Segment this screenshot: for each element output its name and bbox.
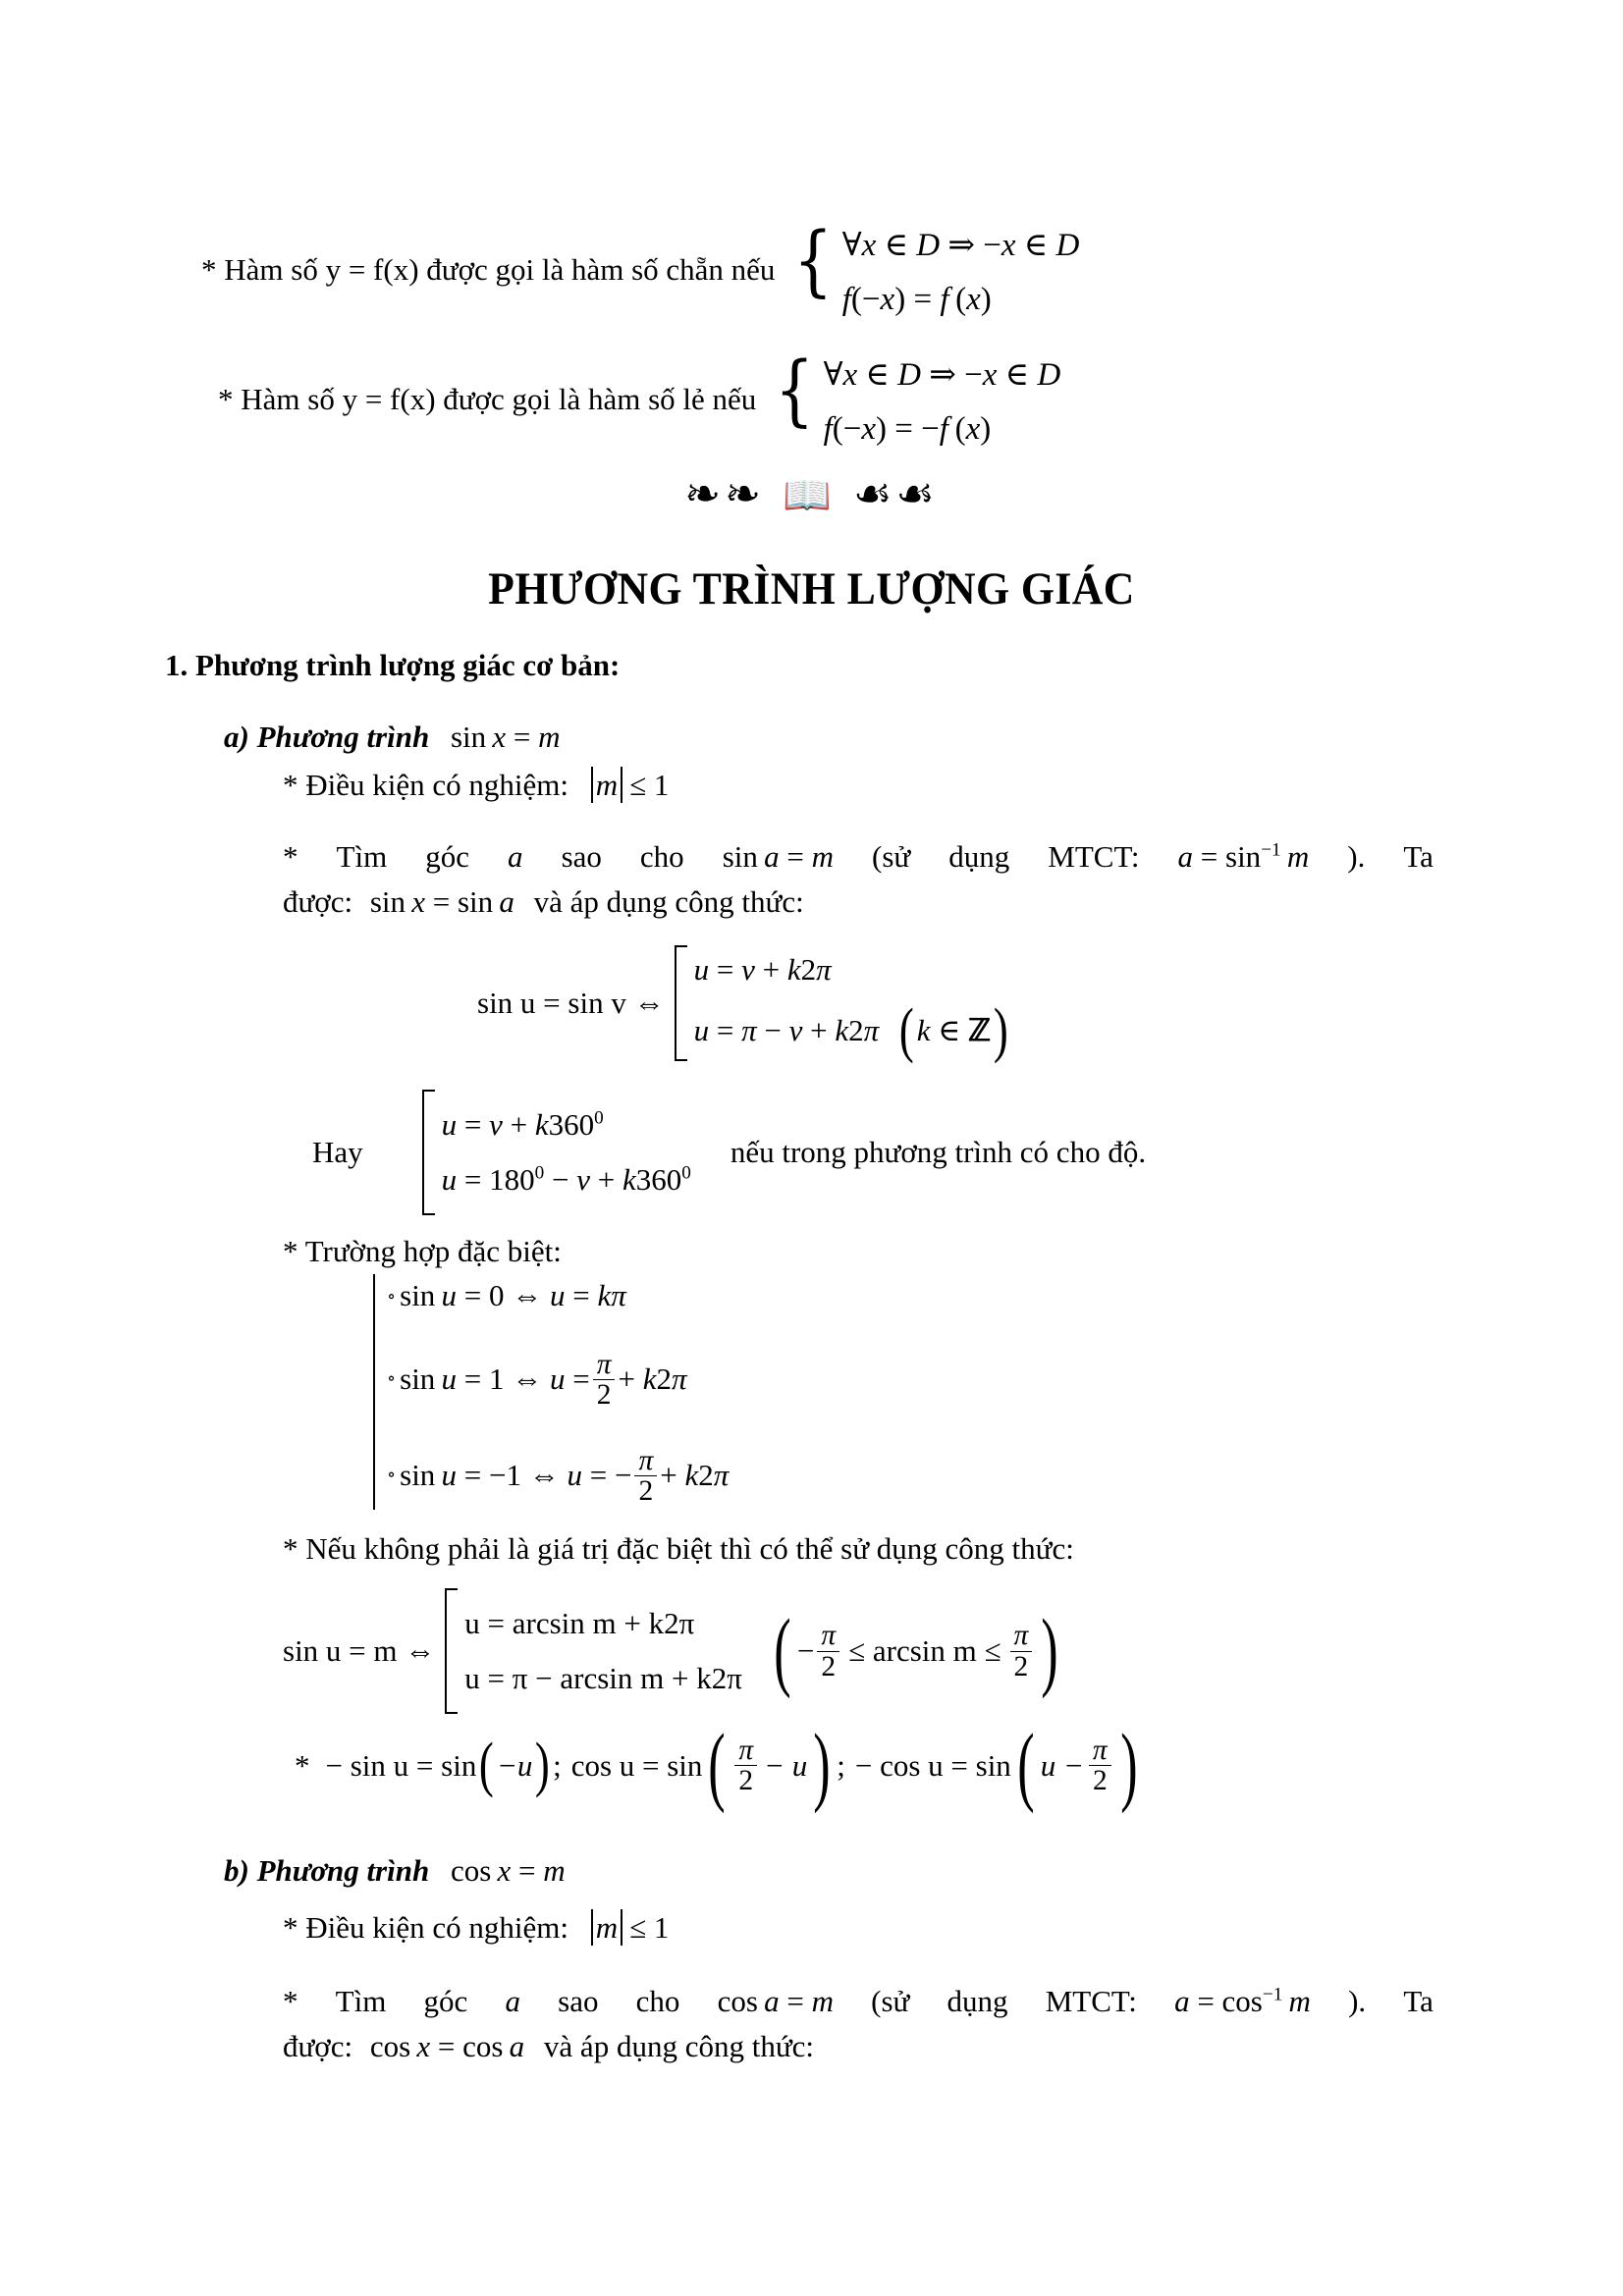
- eq-sinx-sina: sin x = sin a: [369, 884, 514, 919]
- eq-a-arccos: $a = \cos^{-1} m$: [1174, 1984, 1311, 2018]
- degree-case-2: $u = 180^0 - v + k360^0$: [441, 1162, 691, 1197]
- part-a-heading: [224, 720, 561, 755]
- bullet-star: *: [283, 1984, 298, 2018]
- arcsin-range: [768, 1588, 1064, 1714]
- fraction-pi-over-2-left: $\frac{\pi}{2}$: [817, 1621, 839, 1681]
- identity-3-lead: u −: [1040, 1747, 1084, 1783]
- paren-right-icon: ): [813, 1716, 831, 1814]
- w-ap-dung: và áp dụng công thức:: [533, 884, 804, 919]
- w-ta: Ta: [1403, 1984, 1434, 2018]
- w-goc: góc: [425, 839, 469, 874]
- part-b-find-angle-line-2: [283, 2029, 1434, 2064]
- w-dung: dụng: [948, 839, 1010, 874]
- odd-function-system: [770, 345, 1061, 448]
- abs-bar-left-icon: [591, 1909, 593, 1946]
- bullet-star: *: [295, 1747, 310, 1783]
- odd-cond-2: f(−x) = −f (x): [823, 410, 992, 447]
- even-function-system: [788, 215, 1080, 318]
- case-bracket-icon: [675, 945, 687, 1061]
- w-dung: dụng: [947, 1984, 1008, 2018]
- identity-1-arg: −u: [496, 1747, 533, 1783]
- w-su: (sử: [871, 1984, 910, 2018]
- part-a-equation: sin x = m: [450, 720, 561, 754]
- even-cond-1: ∀x ∈ D ⇒ −x ∈ D: [841, 227, 1080, 263]
- case-bracket-icon: [422, 1090, 435, 1215]
- sin-case-2: u = π − v + k2π ( k ∈ ℤ ): [694, 997, 1011, 1054]
- degree-case-1: $u = v + k360^0$: [441, 1107, 604, 1142]
- abs-bar-left-icon: [591, 767, 593, 803]
- var-a: a: [508, 839, 523, 874]
- k-condition: [896, 996, 1011, 1064]
- bullet-star: *: [283, 839, 298, 874]
- w-duoc: được:: [283, 2029, 353, 2063]
- identity-3-lhs: − cos u = sin: [854, 1747, 1011, 1783]
- w-close-paren: ).: [1348, 1984, 1367, 2018]
- degree-formula: [312, 1090, 1146, 1215]
- identity-2-tail: − u: [764, 1747, 808, 1783]
- w-ap-dung: và áp dụng công thức:: [543, 2029, 814, 2063]
- w-close-paren: ).: [1347, 839, 1366, 874]
- w-cho: cho: [639, 839, 684, 874]
- sin-formula-lhs: sin u = sin v ⇔: [477, 986, 665, 1020]
- part-a-abs-rel: ≤ 1: [629, 768, 670, 803]
- section-1-heading: 1. Phương trình lượng giác cơ bản:: [165, 648, 621, 682]
- w-sao: sao: [558, 1984, 599, 2018]
- paren-right-icon: ): [1119, 1716, 1138, 1814]
- odd-cond-1: ∀x ∈ D ⇒ −x ∈ D: [823, 356, 1061, 393]
- degree-formula-tail: nếu trong phương trình có cho độ.: [730, 1135, 1147, 1169]
- range-middle: ≤ arcsin m ≤: [848, 1633, 1001, 1668]
- sin-u-sin-v-formula: [477, 945, 1011, 1064]
- part-b-find-angle-line-1: [283, 1984, 1434, 2019]
- fraction-pi-over-2: $\frac{\pi}{2}$: [593, 1350, 616, 1410]
- ornament-left-flourish-icon: ❧❧: [684, 469, 766, 519]
- w-tim: Tìm: [336, 839, 388, 874]
- even-function-definition: [201, 215, 1080, 318]
- sin-cos-identities: [295, 1716, 1144, 1814]
- eq-cos-a-m: cos a = m: [717, 1984, 834, 2018]
- identity-sep-1: ;: [553, 1747, 562, 1783]
- part-a-abs-m: m: [595, 768, 619, 803]
- part-a-find-angle-line-2: [283, 884, 1434, 920]
- part-b-label: b) Phương trình: [224, 1853, 430, 1888]
- arcsin-note: * Nếu không phải là giá trị đặc biệt thì có thể sử dụng công thức:: [283, 1531, 1074, 1566]
- bullet-circle-icon: ∘: [387, 1286, 397, 1308]
- var-a: a: [505, 1984, 520, 2018]
- part-b-condition-label: * Điều kiện có nghiệm:: [283, 1910, 568, 1946]
- ornament-divider: [0, 469, 1623, 519]
- w-tim: Tìm: [335, 1984, 387, 2018]
- w-goc: góc: [423, 1984, 468, 2018]
- part-a-label: a) Phương trình: [224, 720, 430, 754]
- case-bracket-icon: [445, 1588, 458, 1714]
- fraction-pi-over-2-right: $\frac{\pi}{2}$: [1010, 1621, 1033, 1681]
- paren-left-icon: (: [899, 996, 914, 1064]
- abs-bar-right-icon: [621, 1909, 622, 1946]
- part-b-condition: [283, 1909, 669, 1946]
- identity-1-lhs: − sin u = sin: [325, 1747, 477, 1783]
- w-ta: Ta: [1403, 839, 1434, 874]
- page-title: PHƯƠNG TRÌNH LƯỢNG GIÁC: [488, 563, 1135, 614]
- even-cond-2: f(−x) = f (x): [841, 281, 992, 317]
- part-b-abs-m: m: [595, 1910, 619, 1946]
- w-duoc: được:: [283, 884, 353, 919]
- identity-2: [570, 1716, 838, 1814]
- arcsin-case-2: u = π − arcsin m + k2π: [464, 1661, 742, 1695]
- part-a-find-angle-line-1: [283, 839, 1434, 875]
- grouping-bar-icon: [373, 1274, 375, 1510]
- even-function-text: * Hàm số y = f(x) được gọi là hàm số chẵn nếu: [201, 252, 776, 287]
- sin-case-1: u = v + k2π: [693, 951, 832, 987]
- identity-2-lhs: cos u = sin: [570, 1747, 703, 1783]
- paren-right-icon: ): [994, 996, 1008, 1064]
- special-case-3: ∘ sin u = −1 ⇔ u = − $\frac{\pi}{2}$ + k2π: [387, 1444, 730, 1507]
- special-case-2: ∘ sin u = 1 ⇔ u = $\frac{\pi}{2}$ + k2π: [387, 1348, 687, 1411]
- part-a-condition-label: * Điều kiện có nghiệm:: [283, 768, 568, 803]
- identity-sep-2: ;: [837, 1747, 845, 1783]
- identity-1: [325, 1732, 554, 1799]
- part-a-condition: [283, 767, 669, 803]
- w-sao: sao: [561, 839, 602, 874]
- special-case-1: ∘ sin u = 0 ⇔ u = kπ: [387, 1278, 626, 1312]
- fraction-pi-over-2: $\frac{\pi}{2}$: [634, 1446, 657, 1506]
- odd-function-text: * Hàm số y = f(x) được gọi là hàm số lẻ nếu: [218, 382, 757, 416]
- part-b-equation: cos x = m: [450, 1853, 566, 1888]
- arcsin-formula: [283, 1588, 1064, 1714]
- paren-left-icon: (: [774, 1602, 791, 1700]
- special-cases-list: [373, 1274, 729, 1510]
- odd-function-definition: [218, 345, 1061, 448]
- w-mtct: MTCT:: [1045, 1984, 1137, 2018]
- part-b-heading: [224, 1853, 566, 1889]
- part-b-find-angle: [283, 1984, 1434, 2064]
- special-cases-heading: * Trường hợp đặc biệt:: [283, 1234, 562, 1268]
- left-brace-icon: {: [775, 345, 815, 435]
- range-minus: −: [796, 1633, 815, 1668]
- paren-left-icon: (: [479, 1732, 495, 1799]
- w-su: (sử: [872, 839, 911, 874]
- paren-right-icon: ): [535, 1732, 551, 1799]
- paren-left-icon: (: [708, 1716, 727, 1814]
- abs-bar-right-icon: [621, 767, 622, 803]
- fraction-pi-over-2: $\frac{\pi}{2}$: [734, 1735, 757, 1795]
- w-cho: cho: [635, 1984, 680, 2018]
- part-a-find-angle: [283, 839, 1434, 920]
- eq-sin-a-m: sin a = m: [722, 839, 834, 874]
- degree-formula-lead: Hay: [312, 1135, 363, 1169]
- left-brace-icon: {: [793, 215, 834, 305]
- w-mtct: MTCT:: [1048, 839, 1140, 874]
- eq-cosx-cosa: cos x = cos a: [369, 2029, 525, 2063]
- bullet-circle-icon: ∘: [387, 1465, 397, 1486]
- arcsin-formula-lhs: sin u = m ⇔: [283, 1633, 436, 1668]
- bullet-circle-icon: ∘: [387, 1368, 397, 1390]
- part-b-abs-rel: ≤ 1: [629, 1910, 670, 1946]
- ornament-right-flourish-icon: ☙☙: [852, 469, 939, 519]
- k-condition-text: k ∈ ℤ: [916, 1012, 992, 1047]
- eq-a-arcsin: $a = \sin^{-1} m$: [1177, 839, 1310, 874]
- fraction-pi-over-2: $\frac{\pi}{2}$: [1089, 1735, 1111, 1795]
- paren-right-icon: ): [1041, 1602, 1058, 1700]
- paren-left-icon: (: [1017, 1716, 1035, 1814]
- open-book-icon: 📖: [783, 473, 836, 518]
- identity-3: [854, 1716, 1144, 1814]
- arcsin-case-1: u = arcsin m + k2π: [464, 1606, 695, 1640]
